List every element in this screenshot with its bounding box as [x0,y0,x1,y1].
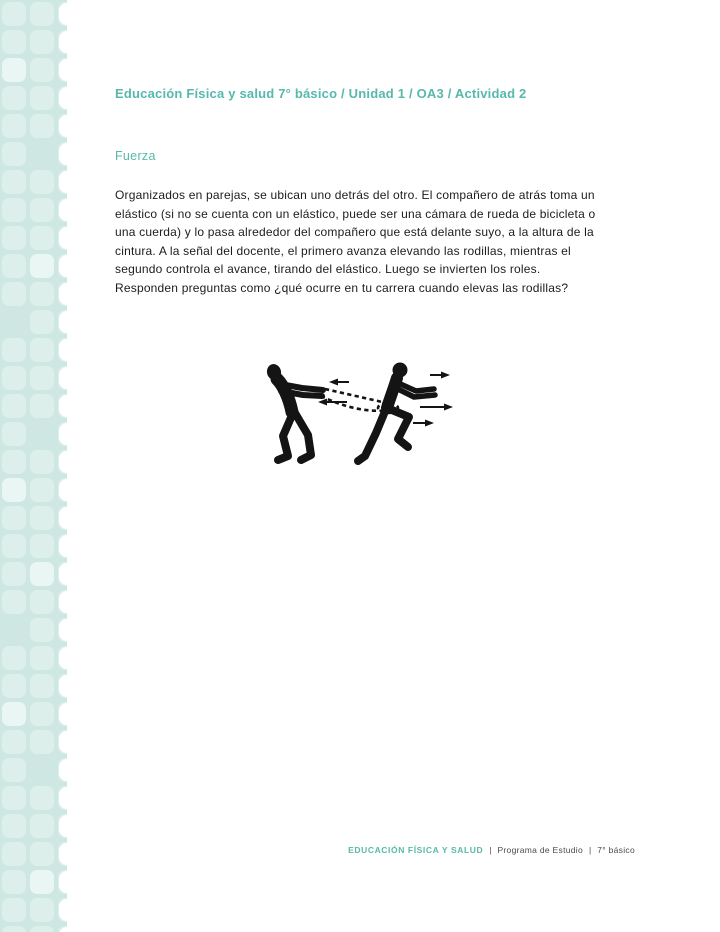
footer-program-name: Programa de Estudio [497,845,584,855]
footer-separator-2: | [589,845,592,855]
footer-separator-1: | [489,845,492,855]
elastic-run-illustration [248,351,470,469]
puller-silhouette [265,363,323,460]
arrow-left-upper-icon [329,379,349,386]
puller-front-leg [278,413,293,460]
footer-brand: EDUCACIÓN FÍSICA Y SALUD [348,845,484,855]
section-title: Fuerza [115,149,156,163]
arrow-right-top-icon [430,372,450,379]
arrow-right-bottom-icon [413,420,434,427]
puller-back-leg [295,413,311,460]
page-header-breadcrumb: Educación Física y salud 7° básico / Unidad 1 / OA3 / Actividad 2 [115,86,527,101]
arrow-right-middle-icon [420,404,453,411]
footer-grade: 7° básico [597,845,635,855]
runner-back-leg [358,409,386,461]
sidebar-square-pattern [0,0,67,932]
page-footer [348,845,635,856]
sidebar-scalloped-edge [56,0,67,932]
activity-paragraph: Organizados en parejas, se ubican uno detrás del otro. El compañero de atrás toma un elástico (si no se cuenta con un elástico, puede ser una cámara de rueda de bicicleta o una cuerda) y lo pasa alrededor del compañero que está delante suyo, a la altura de la cintura. A la señal del docente, el primero avanza elevando las rodillas, mientras el segundo controla el avance, tirando del elástico. Luego se invierten los roles. Responden preguntas como ¿qué ocurre en tu carrera cuando elevas las rodillas? [115,188,596,295]
